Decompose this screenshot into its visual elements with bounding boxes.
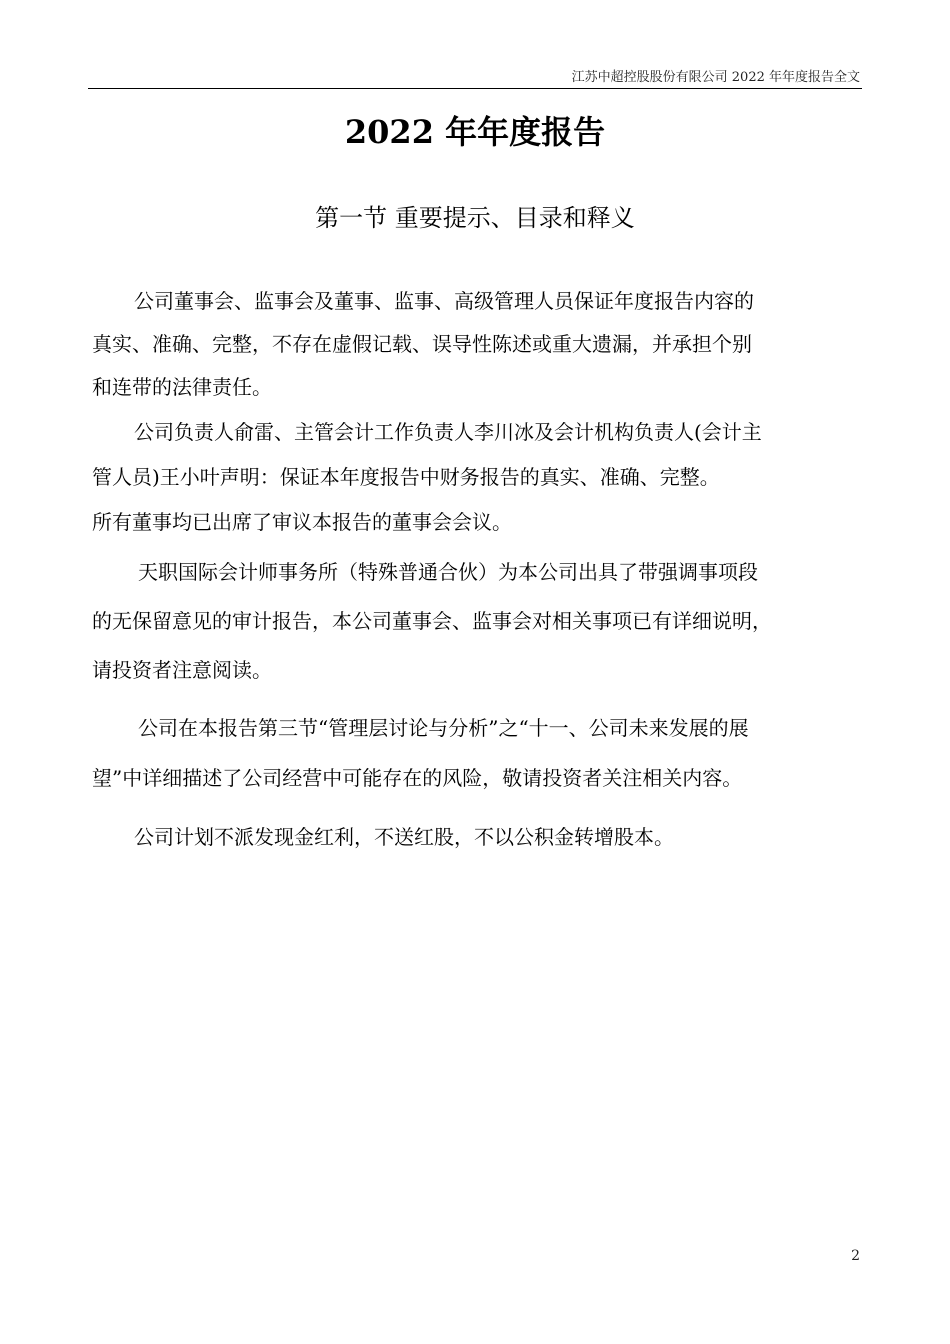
paragraph-line: 所有董事均已出席了审议本报告的董事会会议。 <box>92 510 512 534</box>
paragraph-line: 的无保留意见的审计报告，本公司董事会、监事会对相关事项已有详细说明， <box>92 609 772 633</box>
paragraph-line: 管人员)王小叶声明：保证本年度报告中财务报告的真实、准确、完整。 <box>92 465 720 489</box>
header-divider <box>88 88 862 89</box>
page-number: 2 <box>851 1248 860 1264</box>
paragraph-dividend-plan <box>92 815 862 859</box>
paragraph-line: 公司在本报告第三节“管理层讨论与分析”之“十一、公司未来发展的展 <box>138 716 749 740</box>
paragraph-audit-opinion <box>92 548 862 695</box>
paragraph-line: 和连带的法律责任。 <box>92 375 272 399</box>
paragraph-responsible-persons <box>92 410 862 545</box>
paragraph-board-guarantee <box>92 280 862 409</box>
paragraph-line: 请投资者注意阅读。 <box>92 658 272 682</box>
paragraph-line: 公司计划不派发现金红利，不送红股，不以公积金转增股本。 <box>134 825 674 849</box>
paragraph-line: 公司负责人俞雷、主管会计工作负责人李川冰及会计机构负责人(会计主 <box>134 420 762 444</box>
paragraph-line: 天职国际会计师事务所（特殊普通合伙）为本公司出具了带强调事项段 <box>138 560 758 584</box>
section-title: 第一节 重要提示、目录和释义 <box>315 204 635 232</box>
paragraph-line: 望”中详细描述了公司经营中可能存在的风险，敬请投资者关注相关内容。 <box>92 766 743 790</box>
paragraph-risk-notice <box>92 703 862 803</box>
report-title: 2022 年年度报告 <box>344 113 606 151</box>
paragraph-line: 真实、准确、完整，不存在虚假记载、误导性陈述或重大遗漏，并承担个别 <box>92 332 752 356</box>
running-header: 江苏中超控股股份有限公司 2022 年年度报告全文 <box>571 70 860 85</box>
paragraph-line: 公司董事会、监事会及董事、监事、高级管理人员保证年度报告内容的 <box>134 289 754 313</box>
